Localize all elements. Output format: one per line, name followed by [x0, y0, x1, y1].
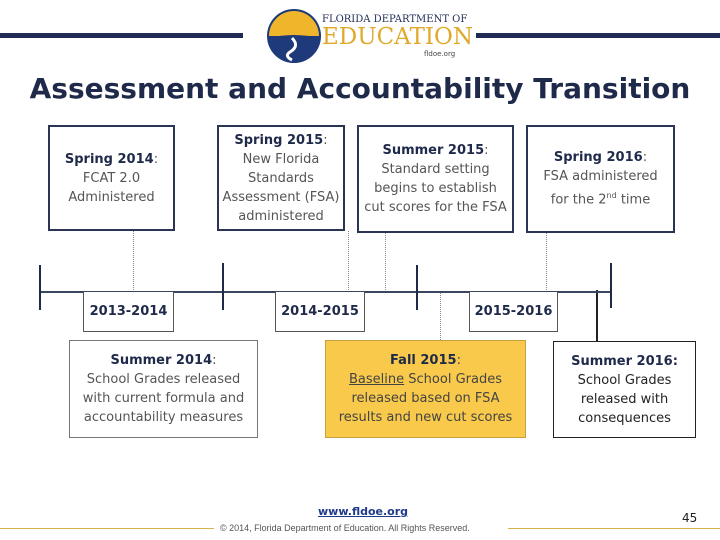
logo-sun-icon — [266, 8, 322, 64]
event-spring-2015: Spring 2015: New Florida Standards Assessment (FSA) administered — [217, 125, 345, 231]
footer-rule — [0, 528, 214, 529]
connector — [348, 231, 349, 292]
timeline-tick — [39, 265, 41, 310]
connector — [440, 292, 441, 340]
copyright: © 2014, Florida Department of Education. All Rights Reserved. — [220, 523, 470, 533]
timeline-tick — [610, 263, 612, 308]
timeline-tick — [222, 263, 224, 310]
header-bar-right — [476, 33, 720, 38]
connector — [596, 290, 598, 341]
footer-link[interactable]: www.fldoe.org — [318, 505, 409, 518]
year-label: 2013-2014 — [83, 292, 174, 332]
footer-rule — [508, 528, 720, 529]
connector — [546, 233, 547, 292]
header-bar-left — [0, 33, 243, 38]
page-number: 45 — [682, 511, 698, 525]
logo-line2: EDUCATION — [322, 24, 473, 50]
year-label: 2014-2015 — [275, 292, 365, 332]
event-summer-2016: Summer 2016: School Grades released with consequences — [553, 341, 696, 438]
event-spring-2014: Spring 2014: FCAT 2.0 Administered — [48, 125, 175, 231]
timeline-tick — [416, 265, 418, 310]
page-title: Assessment and Accountability Transition — [29, 72, 691, 105]
connector — [385, 233, 386, 292]
event-summer-2015: Summer 2015: Standard setting begins to establish cut scores for the FSA — [357, 125, 514, 233]
event-spring-2016: Spring 2016: FSA administered for the 2nd time — [526, 125, 675, 233]
connector — [133, 231, 134, 292]
event-summer-2014: Summer 2014: School Grades released with current formula and accountability measures — [69, 340, 258, 438]
logo-line1: FLORIDA DEPARTMENT OF — [322, 14, 468, 25]
event-fall-2015: Fall 2015: Baseline School Grades released based on FSA results and new cut scores — [325, 340, 526, 438]
logo-url: fldoe.org — [424, 50, 456, 58]
year-label: 2015-2016 — [469, 292, 558, 332]
